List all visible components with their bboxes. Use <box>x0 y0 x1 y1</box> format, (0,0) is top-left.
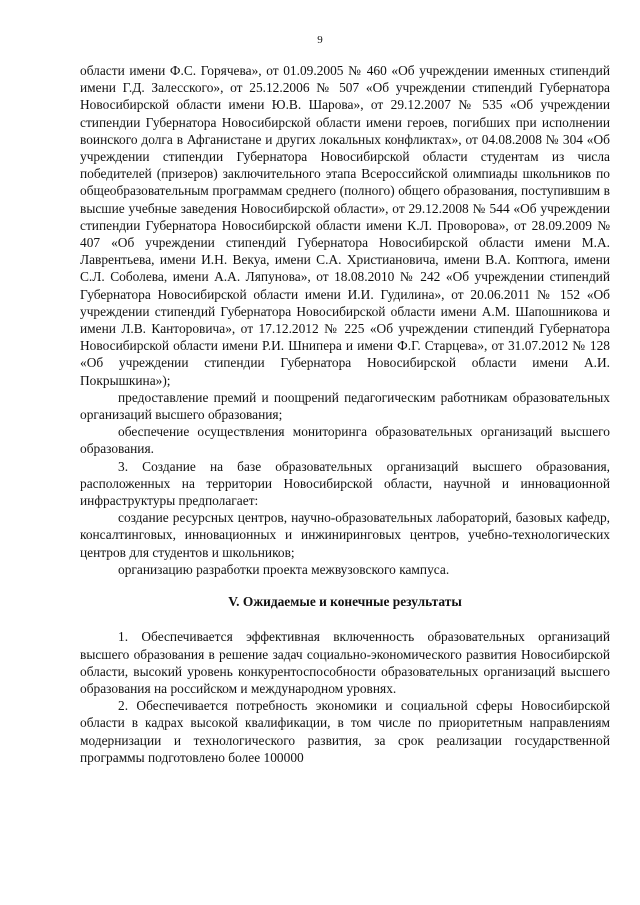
paragraph-resource-centers: создание ресурсных центров, научно-образовательных лабораторий, базовых кафедр, консалтинговых, инновационных и инжиниринговых центров, учебно-технологических центров для студентов и школьников; <box>80 510 610 560</box>
document-body <box>80 62 610 766</box>
paragraph-awards: предоставление премий и поощрений педагогическим работникам образовательных организаций высшего образования; <box>80 389 610 423</box>
paragraph-infrastructure: 3. Создание на базе образовательных организаций высшего образования, расположенных на территории Новосибирской области, научной и инновационной инфраструктуры предполагает: <box>80 458 610 509</box>
paragraph-scholarship-list: области имени Ф.С. Горячева», от 01.09.2005 № 460 «Об учреждении именных стипендий имени Г.Д. Залесского», от 25.12.2006 № 507 «Об учреждении стипендий Губернатора Новосибирской области имени Ю.В. Шарова», от 29.12.2007 № 535 «Об учреждении стипендии Губернатора Новосибирской области имени героев, погибших при исполнении воинского долга в Афганистане и других локальных конфликтах», от 04.08.2008 № 304 «Об учреждении стипендии Губернатора Новосибирской области студентам из числа победителей (призеров) заключительного этапа Всероссийской олимпиады школьников по общеобразовательным программам среднего (полного) общего образования, поступившим в высшие учебные заведения Новосибирской области», от 29.12.2008 № 544 «Об учреждении стипендии Губернатора Новосибирской области имени К.Л. Проворова», от 28.09.2009 № 407 «Об учреждении стипендий Губернатора Новосибирской области имени М.А. Лаврентьева, имени И.Н. Векуа, имени С.А. Христиановича, имени В.А. Коптюга, имени С.Л. Соболева, имени А.А. Ляпунова», от 18.08.2010 № 242 «Об учреждении стипендий Губернатора Новосибирской области имени И.И. Гудилина», от 20.06.2011 № 152 «Об учреждении стипендий Губернатора Новосибирской области имени А.М. Шапошникова и имени Л.В. Канторовича», от 17.12.2012 № 225 «Об учреждении стипендий Губернатора Новосибирской области имени Р.И. Шнипера и имени Ф.Г. Старцева», от 31.07.2012 № 128 «Об учреждении стипендии Губернатора Новосибирской области имени А.И. Покрышкина»); <box>80 63 610 388</box>
page-number: 9 <box>317 34 323 46</box>
paragraph-campus-project: организацию разработки проекта межвузовского кампуса. <box>118 561 450 577</box>
paragraph-result-2: 2. Обеспечивается потребность экономики и социальной сферы Новосибирской области в кадрах высокой квалификации, в том числе по приоритетным направлениям модернизации и технологического развития, за срок реализации государственной программы подготовлено более 100000 <box>80 698 610 765</box>
paragraph-monitoring: обеспечение осуществления мониторинга образовательных организаций высшего образования. <box>80 424 610 457</box>
section-heading: V. Ожидаемые и конечные результаты <box>228 594 462 610</box>
paragraph-result-1: 1. Обеспечивается эффективная включенность образовательных организаций высшего образования в решение задач социально-экономического развития Новосибирской области, высокий уровень конкурентоспособности образовательных организаций высшего образования на российском и международном уровнях. <box>80 629 610 696</box>
